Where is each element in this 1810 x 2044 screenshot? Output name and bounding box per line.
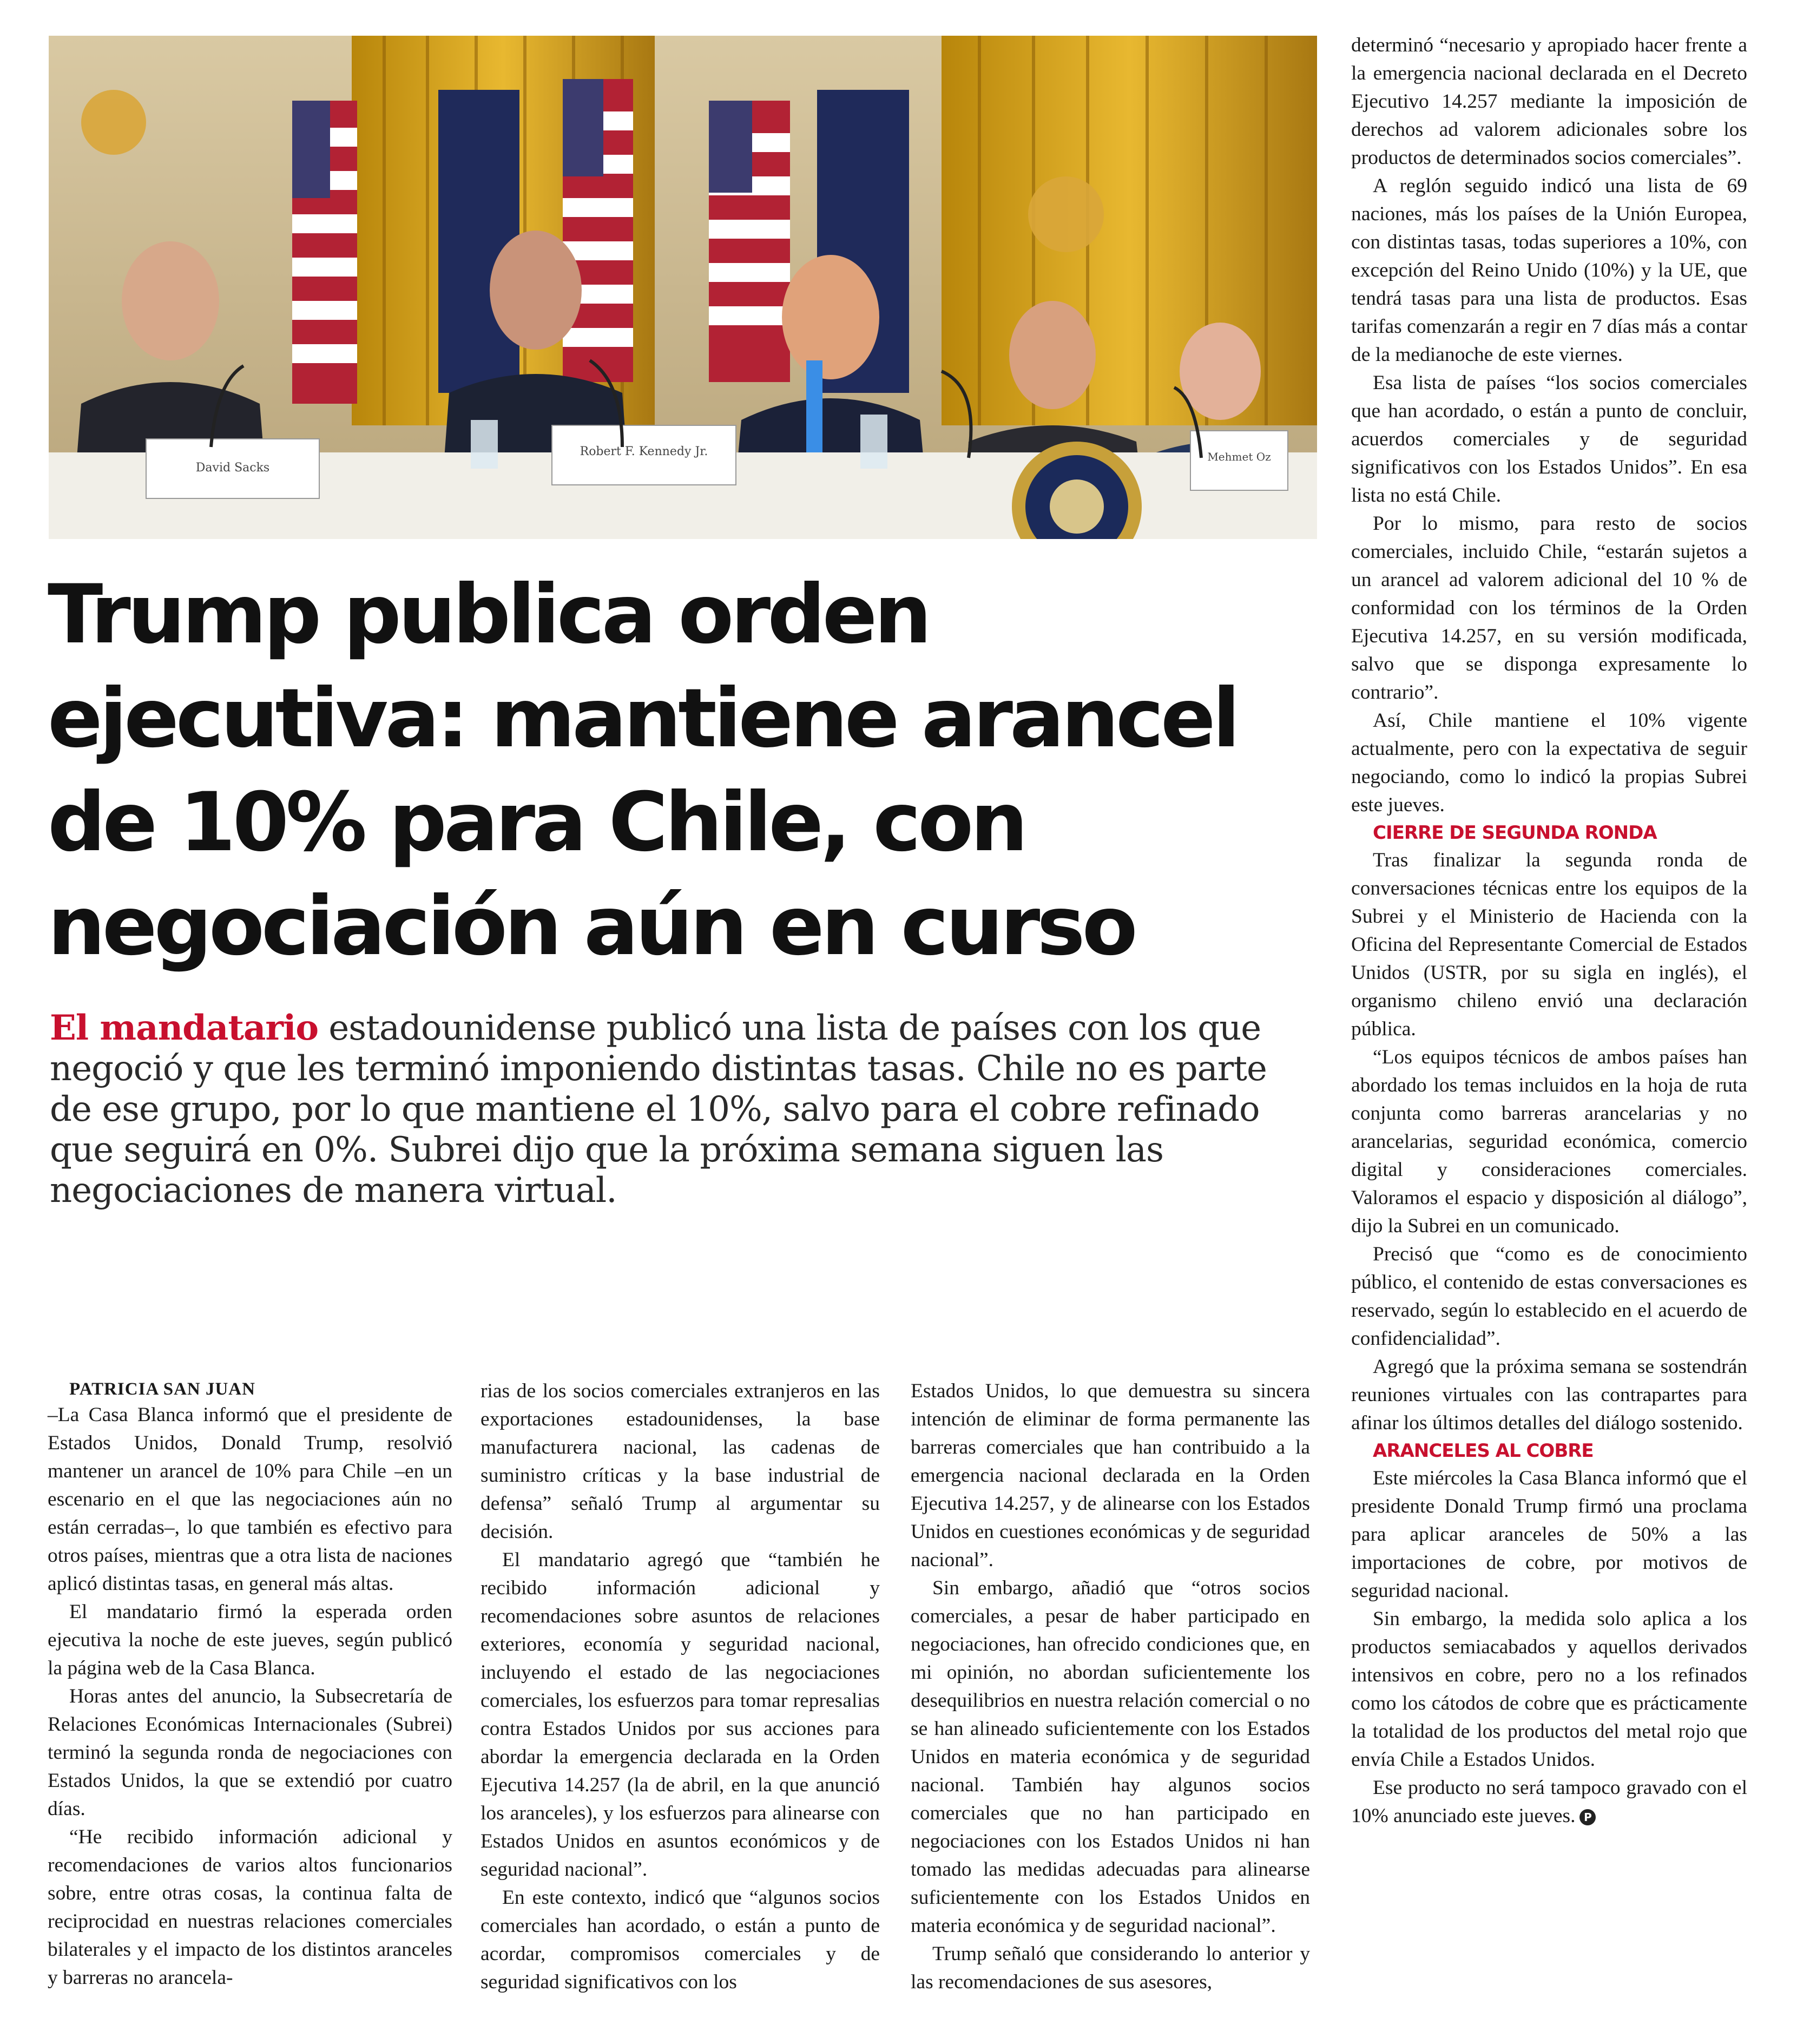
place-card-3: Mehmet Oz xyxy=(1207,450,1271,463)
place-card-1: David Sacks xyxy=(195,461,270,475)
paragraph: rias de los socios comerciales extranjeros en las exportaciones estadounidenses, la base manufacturera nacional, las cadenas de suministro críticas y la base industrial de defensa” señaló Trump al argumentar su decisión. xyxy=(481,1380,880,1543)
paragraph-final xyxy=(1351,1774,1747,1830)
paragraph: El mandatario firmó la esperada orden ejecutiva la noche de este jueves, según publicó la página web de la Casa Blanca. xyxy=(48,1601,452,1679)
final-text: Ese producto no será tampoco gravado con el 10% anunciado este jueves. xyxy=(1351,1777,1747,1827)
body-column-4 xyxy=(1351,31,1747,1830)
deck-lead: El mandatario xyxy=(50,1008,319,1048)
body-column-2 xyxy=(481,1377,880,1996)
place-card-2: Robert F. Kennedy Jr. xyxy=(580,445,708,458)
paragraph: determinó “necesario y apropiado hacer frente a la emergencia nacional declarada en el Decreto Ejecutivo 14.257 mediante la imposición de derechos ad valorem adicionales sobre los productos de determinados socios comerciales”. xyxy=(1351,34,1747,169)
body-column-3 xyxy=(911,1377,1310,1996)
paragraph: “Los equipos técnicos de ambos países han abordado los temas incluidos en la hoja de ruta conjunta como barreras arancelarias y no arancelarias, seguridad económica, comercio digital y consideraciones comerciales. Valoramos el espacio y disposición al diálogo”, dijo la Subrei en un comunicado. xyxy=(1351,1046,1747,1237)
paragraph: Tras finalizar la segunda ronda de conversaciones técnicas entre los equipos de la Subrei y el Ministerio de Hacienda con la Oficina del Representante Comercial de Estados Unidos (USTR, por su sigla en inglés), el organismo chileno envió una declaración pública. xyxy=(1351,849,1747,1040)
paragraph: Horas antes del anuncio, la Subsecretaría de Relaciones Económicas Internacionales (Subrei) terminó la segunda ronda de negociaciones con Estados Unidos, la que se extendió por cuatro días. xyxy=(48,1685,452,1820)
subhead-cierre: CIERRE DE SEGUNDA RONDA xyxy=(1373,822,1657,844)
byline: PATRICIA SAN JUAN xyxy=(69,1379,255,1399)
headline: Trump publica orden ejecutiva: mantiene arancel de 10% para Chile, con negociación aún en curso xyxy=(48,568,1238,974)
deck xyxy=(50,1008,1311,1211)
paragraph: Así, Chile mantiene el 10% vigente actualmente, pero con la expectativa de seguir negociando, como lo indicó la propias Subrei este jueves. xyxy=(1351,709,1747,816)
paragraph: Sin embargo, añadió que “otros socios comerciales, a pesar de haber participado en negociaciones, han ofrecido condiciones que, en mi opinión, no abordan suficientemente los desequilibrios en nuestra relación comercial o no se han alineado suficientemente con los Estados Unidos en materia económica y de seguridad nacional. También hay algunos socios comerciales que no han participado en negociaciones con los Estados Unidos ni han tomado las medidas adecuadas para alinearse suficientemente con los Estados Unidos en materia económica y de seguridad nacional”. xyxy=(911,1577,1310,1937)
us-flag-icon xyxy=(292,101,357,404)
body-column-1 xyxy=(48,1377,452,1992)
paragraph: Esa lista de países “los socios comerciales que han acordado, o están a punto de concluir, acuerdos comerciales y de seguridad significativos con los Estados Unidos”. En esa lista no está Chile. xyxy=(1351,372,1747,507)
paragraph: “He recibido información adicional y recomendaciones de varios altos funcionarios sobre, entre otras cosas, la continua falta de reciprocidad en nuestras relaciones comerciales bilaterales y el impacto de los distintos aranceles y barreras no arancela- xyxy=(48,1826,452,1989)
paragraph: Trump señaló que considerando lo anterior y las recomendaciones de sus asesores, xyxy=(911,1943,1310,1993)
paragraph: A reglón seguido indicó una lista de 69 naciones, más los países de la Unión Europea, con distintas tasas, todas superiores a 10%, con excepción del Reino Unido (10%) y la UE, que tendrá tasas para una lista de productos. Esas tarifas comenzarán a regir en 7 días más a contar de la medianoche de este viernes. xyxy=(1351,175,1747,366)
paragraph: Sin embargo, la medida solo aplica a los productos semiacabados y aquellos derivados intensivos en cobre, pero no a los refinados como los cátodos de cobre que es prácticamente la totalidad de los productos del metal rojo que envía Chile a Estados Unidos. xyxy=(1351,1608,1747,1771)
paragraph: El mandatario agregó que “también he recibido información adicional y recomendaciones sobre asuntos de relaciones exteriores, economía y seguridad nacional, incluyendo el estado de las negociaciones comerciales, los esfuerzos para tomar represalias contra Estados Unidos por sus acciones para abordar la emergencia declarada en la Orden Ejecutiva 14.257 (la de abril, en la que anunció los aranceles), y los esfuerzos para alinearse con Estados Unidos en asuntos económicos y de seguridad nacional”. xyxy=(481,1549,880,1881)
article-photo xyxy=(49,36,1317,539)
deck-text: estadounidense publicó una lista de países con los que negoció y que les terminó imponiendo distintas tasas. Chile no es parte de ese grupo, por lo que mantiene el 10%, salvo para el cobre refinado que seguirá en 0%. Subrei dijo que la próxima semana siguen las negociaciones de manera virtual. xyxy=(50,1008,1267,1211)
paragraph: Este miércoles la Casa Blanca informó que el presidente Donald Trump firmó una proclama para aplicar aranceles de 50% a las importaciones de cobre, por motivos de seguridad nacional. xyxy=(1351,1467,1747,1602)
subhead-cobre: ARANCELES AL COBRE xyxy=(1373,1440,1594,1462)
paragraph: Agregó que la próxima semana se sostendrán reuniones virtuales con las contrapartes para afinar los últimos detalles del diálogo sostenido. xyxy=(1351,1356,1747,1434)
paragraph: Estados Unidos, lo que demuestra su sincera intención de eliminar de forma permanente las barreras comerciales que han contribuido a la emergencia nacional declarada en la Orden Ejecutiva 14.257, y de alinearse con los Estados Unidos en cuestiones económicas y de seguridad nacional”. xyxy=(911,1380,1310,1571)
end-mark-icon: P xyxy=(1579,1809,1596,1825)
paragraph: Por lo mismo, para resto de socios comerciales, incluido Chile, “estarán sujetos a un arancel ad valorem adicional del 10 % de conformidad con los términos de la Orden Ejecutiva 14.257, en su versión modificada, salvo que se disponga expresamente lo contrario”. xyxy=(1351,512,1747,704)
paragraph: –La Casa Blanca informó que el presidente de Estados Unidos, Donald Trump, resolvió mantener un arancel de 10% para Chile –en un escenario en el que las negociaciones aún no están cerradas–, lo que también es efectivo para otros países, mientras que a otra lista de naciones aplicó distintas tasas, en general más altas. xyxy=(48,1404,452,1595)
paragraph: Precisó que “como es de conocimiento público, el contenido de estas conversaciones es reservado, según lo establecido en el acuerdo de confidencialidad”. xyxy=(1351,1243,1747,1350)
photo-illustration xyxy=(49,36,1317,539)
paragraph: En este contexto, indicó que “algunos socios comerciales han acordado, o están a punto de acordar, compromisos comerciales y de seguridad significativos con los xyxy=(481,1887,880,1993)
